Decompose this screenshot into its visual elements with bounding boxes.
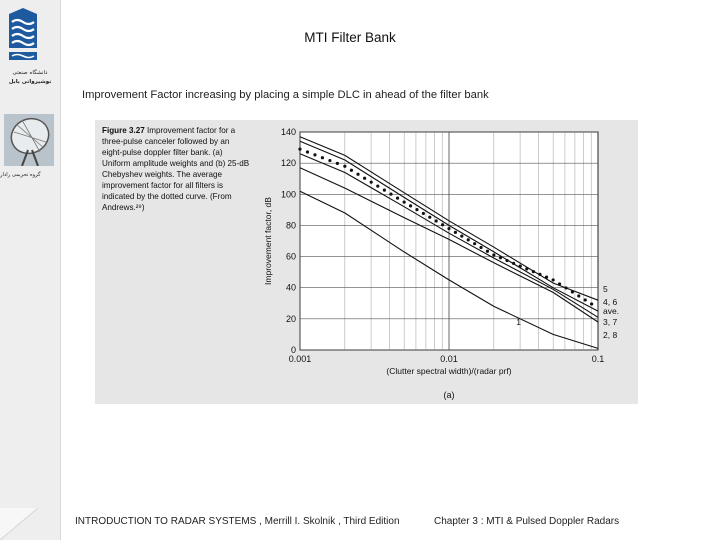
improvement-factor-chart xyxy=(258,124,638,400)
series-ave-dot xyxy=(409,204,412,207)
series-ave-dot xyxy=(447,227,450,230)
series-ave-dot xyxy=(590,302,593,305)
footer-chapter: Chapter 3 : MTI & Pulsed Doppler Radars xyxy=(434,516,620,527)
series-ave-dot xyxy=(505,259,508,262)
page-corner-icon xyxy=(0,508,38,540)
series-ave-dot xyxy=(486,250,489,253)
series-ave-dot xyxy=(512,262,515,265)
series-ave-dot xyxy=(492,253,495,256)
y-tick-label: 20 xyxy=(285,313,296,324)
university-name: دانشگاه صنعتی xyxy=(12,70,48,76)
series-ave-dot xyxy=(571,290,574,293)
series-ave-dot xyxy=(552,278,555,281)
y-tick-label: 80 xyxy=(285,220,296,231)
y-tick-label: 140 xyxy=(280,127,296,137)
y-axis-label: Improvement factor, dB xyxy=(263,197,273,285)
series-ave-dot xyxy=(519,264,522,267)
series-ave-dot xyxy=(577,294,580,297)
y-tick-label: 40 xyxy=(285,282,296,293)
sidebar xyxy=(0,0,61,540)
slide-subtitle: Improvement Factor increasing by placing a simple DLC in ahead of the filter bank xyxy=(82,89,489,101)
series-ave-dot xyxy=(479,246,482,249)
x-tick-label: 0.01 xyxy=(440,354,458,364)
series-ave-dot xyxy=(584,298,587,301)
y-tick-label: 0 xyxy=(290,345,296,355)
series-ave-dot xyxy=(538,273,541,276)
series-ave-dot xyxy=(313,153,316,156)
series-ave-dot xyxy=(298,148,301,151)
series-ave-dot xyxy=(350,169,353,172)
series-ave-dot xyxy=(441,223,444,226)
curve-label: 4, 6 xyxy=(603,297,618,307)
series-ave-dot xyxy=(473,242,476,245)
series-ave-dot xyxy=(363,177,366,180)
series-ave-dot xyxy=(558,282,561,285)
x-tick-label: 0.001 xyxy=(288,354,312,364)
series-ave-dot xyxy=(328,159,331,162)
series-ave-dot xyxy=(454,231,457,234)
series-ave-dot xyxy=(532,270,535,273)
x-tick-label: 0.1 xyxy=(591,354,605,364)
curve-label: 5 xyxy=(603,284,608,294)
faculty-name: نوشیروانی بابل xyxy=(8,79,52,85)
series-ave-dot xyxy=(435,219,438,222)
figure-caption-text: Improvement factor for a three-pulse canceler followed by an eight-pulse doppler filter bank. (a) Uniform amplitude weights and (b) 25-dB Chebyshev weights. The average improvement factor for all filters is indicated by the dotted curve. (From Andrews.²⁹) xyxy=(102,126,250,212)
series-ave-dot xyxy=(415,208,418,211)
y-tick-label: 100 xyxy=(280,189,296,200)
series-ave-dot xyxy=(343,165,346,168)
series-ave-dot xyxy=(403,200,406,203)
panel-label: (a) xyxy=(443,390,455,400)
figure-caption-label: Figure 3.27 xyxy=(102,126,145,135)
series-ave-dot xyxy=(336,162,339,165)
series-ave-dot xyxy=(467,238,470,241)
series-ave-dot xyxy=(306,150,309,153)
y-tick-label: 120 xyxy=(280,158,296,169)
footer-reference: INTRODUCTION TO RADAR SYSTEMS , Merrill I. Skolnik , Third Edition xyxy=(75,516,400,527)
series-ave-dot xyxy=(428,216,431,219)
series-ave-dot xyxy=(545,276,548,279)
series-ave-dot xyxy=(321,156,324,159)
figure-caption xyxy=(102,125,250,213)
group-name: گروه تحریمی رادار xyxy=(0,172,41,178)
series-ave-dot xyxy=(396,196,399,199)
series-ave-dot xyxy=(370,181,373,184)
series-ave-dot xyxy=(525,267,528,270)
y-tick-label: 60 xyxy=(285,251,296,262)
radar-dish-icon xyxy=(4,114,54,166)
slide-title: MTI Filter Bank xyxy=(304,30,396,45)
series-ave-dot xyxy=(422,212,425,215)
series-ave-dot xyxy=(460,235,463,238)
x-axis-label: (Clutter spectral width)/(radar prf) xyxy=(386,366,512,376)
curve-label: ave. xyxy=(603,306,620,316)
curve-label: 2, 8 xyxy=(603,330,618,340)
series-ave-dot xyxy=(564,286,567,289)
series-ave-dot xyxy=(499,256,502,259)
series-ave-dot xyxy=(356,173,359,176)
curve-label: 1 xyxy=(516,317,522,328)
series-ave-dot xyxy=(383,189,386,192)
curve-label: 3, 7 xyxy=(603,317,618,327)
series-ave-dot xyxy=(376,185,379,188)
series-ave-dot xyxy=(389,193,392,196)
